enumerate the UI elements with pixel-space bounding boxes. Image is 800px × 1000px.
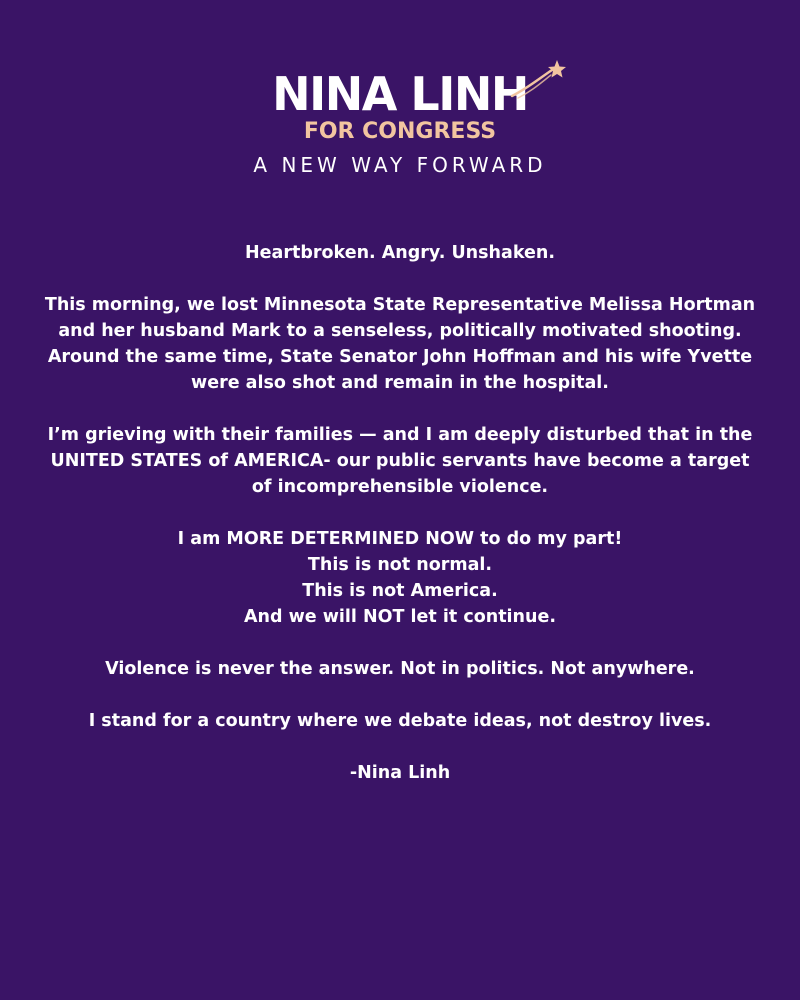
campaign-tagline: A NEW WAY FORWARD [253, 153, 547, 177]
resolve-line: This is not normal. [307, 555, 493, 575]
resolve-line: This is not America. [302, 581, 498, 601]
statement-paragraph: This morning, we lost Minnesota State Representative Melissa Hortman and her husband Mark to a senseless, politically motivated shooting. Around the same time, State Senator John Hoffman and his wife Yvette were also shot and remain in the hospital. [44, 295, 756, 393]
resolve-line: And we will NOT let it continue. [244, 607, 556, 627]
candidate-name: NINA LINH [272, 67, 528, 121]
campaign-header [0, 68, 800, 178]
statement-signature: -Nina Linh [349, 763, 451, 783]
campaign-logo [272, 68, 528, 146]
shooting-star-icon [510, 58, 568, 100]
statement-opening: Heartbroken. Angry. Unshaken. [245, 243, 555, 263]
resolve-line: I am MORE DETERMINED NOW to do my part! [177, 529, 623, 549]
campaign-subtitle: FOR CONGRESS [303, 119, 497, 144]
statement-resolve [40, 526, 760, 630]
statement-body [40, 240, 760, 812]
statement-paragraph: I stand for a country where we debate ideas, not destroy lives. [88, 711, 712, 731]
statement-paragraph: I’m grieving with their families — and I am deeply disturbed that in the UNITED STATES of AMERICA- our public servants have become a target of incomprehensible violence. [47, 425, 753, 497]
statement-paragraph: Violence is never the answer. Not in politics. Not anywhere. [105, 659, 695, 679]
